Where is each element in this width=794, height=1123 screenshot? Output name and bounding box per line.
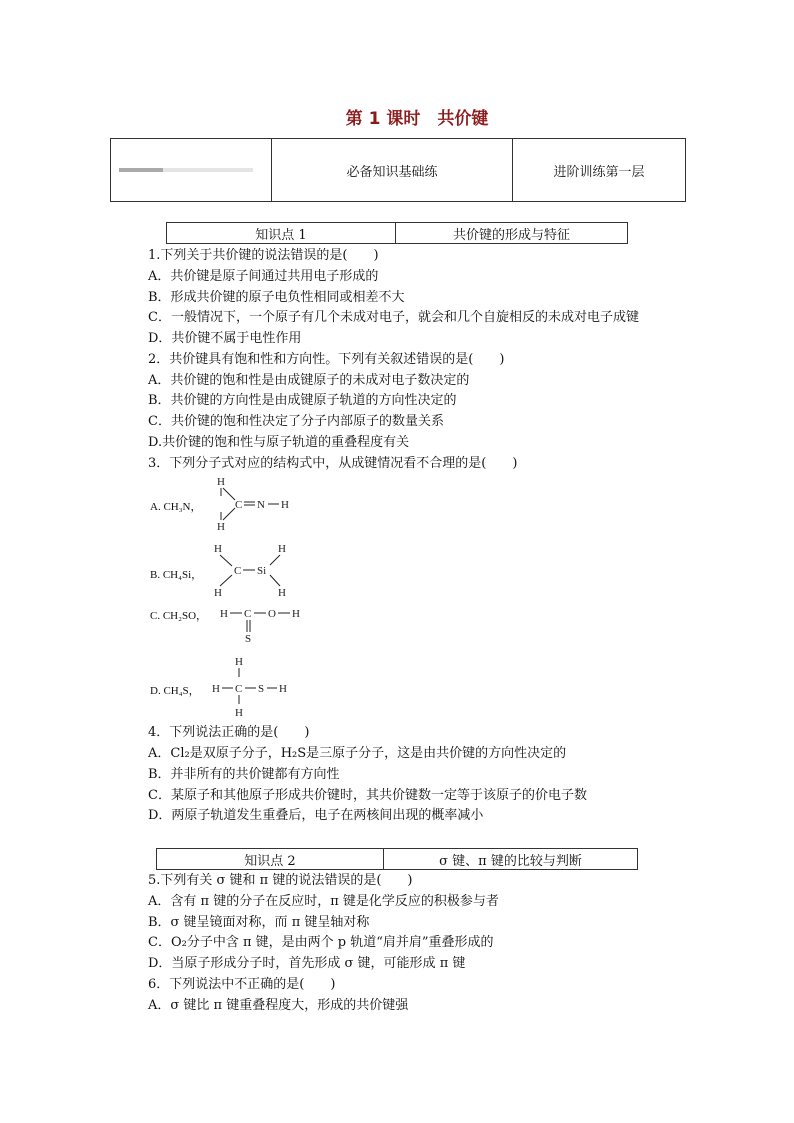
q3-structure-d (210, 654, 300, 720)
q6-stem: 6．下列说法中不正确的是( ) (148, 977, 336, 992)
progress-bar (119, 168, 253, 172)
page-title: 第 1 课时 共价键 (345, 109, 489, 129)
q2-option-a: A．共价键的饱和性是由成键原子的未成对电子数决定的 (148, 373, 470, 388)
q1-option-b: B．形成共价键的原子电负性相同或相差不大 (148, 290, 405, 305)
atom-h: H (212, 683, 220, 695)
atom-h: H (278, 587, 286, 599)
atom-h: H (292, 608, 300, 620)
atom-h: H (235, 656, 243, 668)
kp1-topic: 共价键的形成与特征 (452, 227, 570, 243)
q3-option-c-formula: C. CH₂SO， (150, 610, 208, 622)
q2-option-d: D.共价键的饱和性与原子轨道的重叠程度有关 (148, 435, 410, 450)
knowledge-point-2-header (156, 848, 638, 870)
atom-n: N (257, 499, 265, 511)
atom-h: H (279, 683, 287, 695)
q3-option-d-formula: D. CH₄S， (150, 685, 200, 697)
atom-c: C (235, 683, 243, 695)
kp1-label: 知识点 1 (167, 223, 396, 243)
q3-structure-a (210, 474, 300, 534)
atom-s: S (258, 683, 265, 695)
section-advanced-level: 进阶训练第一层 (553, 164, 645, 180)
q3-option-a-formula: A. CH₃N， (150, 501, 202, 513)
q5-stem: 5.下列有关 σ 键和 π 键的说法错误的是( ) (148, 873, 413, 888)
atom-c: C (235, 499, 243, 511)
atom-h: H (217, 476, 225, 488)
atom-h: H (214, 543, 222, 555)
atom-o: O (268, 608, 276, 620)
q5-option-a: A．含有 π 键的分子在反应时，π 键是化学反应的积极参与者 (148, 894, 499, 909)
atom-h: H (214, 587, 222, 599)
q3-stem: 3．下列分子式对应的结构式中，从成键情况看不合理的是( ) (148, 456, 518, 471)
section-basic-practice: 必备知识基础练 (272, 139, 513, 201)
atom-h: H (220, 608, 228, 620)
q1-option-d: D．共价键不属于电性作用 (148, 331, 302, 346)
atom-s: S (245, 633, 252, 645)
progress-fill (119, 168, 163, 172)
atom-c: C (244, 608, 252, 620)
q2-option-c: C．共价键的饱和性决定了分子内部原子的数量关系 (148, 414, 444, 429)
q1-stem: 1.下列关于共价键的说法错误的是( ) (148, 248, 379, 263)
q5-option-d: D．当原子形成分子时，首先形成 σ 键，可能形成 π 键 (148, 956, 466, 971)
q3-structure-c (220, 602, 310, 644)
knowledge-point-1-header (166, 222, 628, 244)
atom-h: H (217, 521, 225, 533)
q3-option-b-formula: B. CH₄Si， (150, 569, 203, 581)
atom-c: C (234, 565, 242, 577)
q5-option-b: B．σ 键呈镜面对称，而 π 键呈轴对称 (148, 915, 370, 930)
kp2-topic: σ 键、π 键的比较与判断 (439, 853, 582, 869)
q6-option-a: A．σ 键比 π 键重叠程度大，形成的共价键强 (148, 998, 409, 1013)
atom-h: H (281, 499, 289, 511)
q4-option-b: B．并非所有的共价键都有方向性 (148, 767, 340, 782)
atom-h: H (235, 707, 243, 719)
q2-stem: 2．共价键具有饱和性和方向性。下列有关叙述错误的是( ) (148, 352, 505, 367)
q4-option-d: D．两原子轨道发生重叠后，电子在两核间出现的概率减小 (148, 808, 484, 823)
q4-option-a: A．Cl₂是双原子分子，H₂S是三原子分子，这是由共价键的方向性决定的 (148, 746, 567, 761)
q3-structure-b (212, 540, 302, 600)
q5-option-c: C．O₂分子中含 π 键，是由两个 p 轨道“肩并肩”重叠形成的 (148, 935, 494, 950)
q4-stem: 4．下列说法正确的是( ) (148, 725, 310, 740)
atom-h: H (278, 543, 286, 555)
q1-option-a: A．共价键是原子间通过共用电子形成的 (148, 269, 379, 284)
progress-cell (111, 139, 272, 201)
q4-option-c: C．某原子和其他原子形成共价键时，其共价键数一定等于该原子的价电子数 (148, 788, 587, 803)
kp2-label: 知识点 2 (157, 849, 384, 869)
q2-option-b: B．共价键的方向性是由成键原子轨道的方向性决定的 (148, 393, 457, 408)
atom-si: Si (257, 565, 267, 577)
header-table (110, 138, 686, 202)
q1-option-c: C．一般情况下，一个原子有几个未成对电子，就会和几个自旋相反的未成对电子成键 (148, 310, 639, 325)
